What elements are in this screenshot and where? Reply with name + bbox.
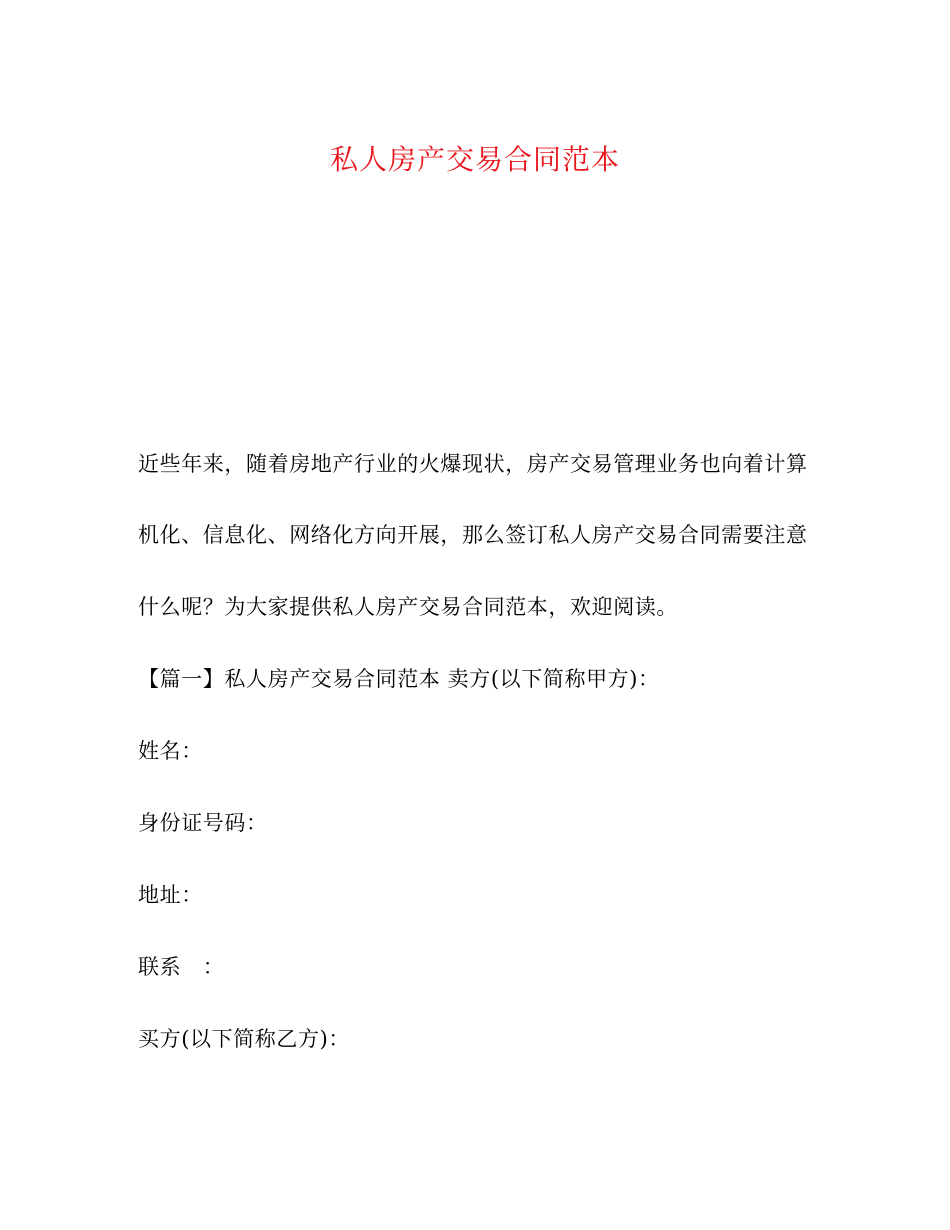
field-name: 姓名： [138,739,203,763]
field-id-number: 身份证号码： [138,811,268,835]
section-heading: 【篇一】私人房产交易合同范本 卖方(以下简称甲方)： [138,667,660,691]
intro-line-3: 什么呢？为大家提供私人房产交易合同范本，欢迎阅读。 [138,595,678,619]
buyer-heading: 买方(以下简称乙方)： [138,1027,350,1051]
document-title: 私人房产交易合同范本 [329,143,620,176]
field-address: 地址： [138,883,203,907]
intro-line-2: 机化、信息化、网络化方向开展，那么签订私人房产交易合同需要注意 [138,523,808,547]
intro-line-1: 近些年来，随着房地产行业的火爆现状，房产交易管理业务也向着计算 [138,452,808,476]
field-contact: 联系 ： [138,955,225,979]
